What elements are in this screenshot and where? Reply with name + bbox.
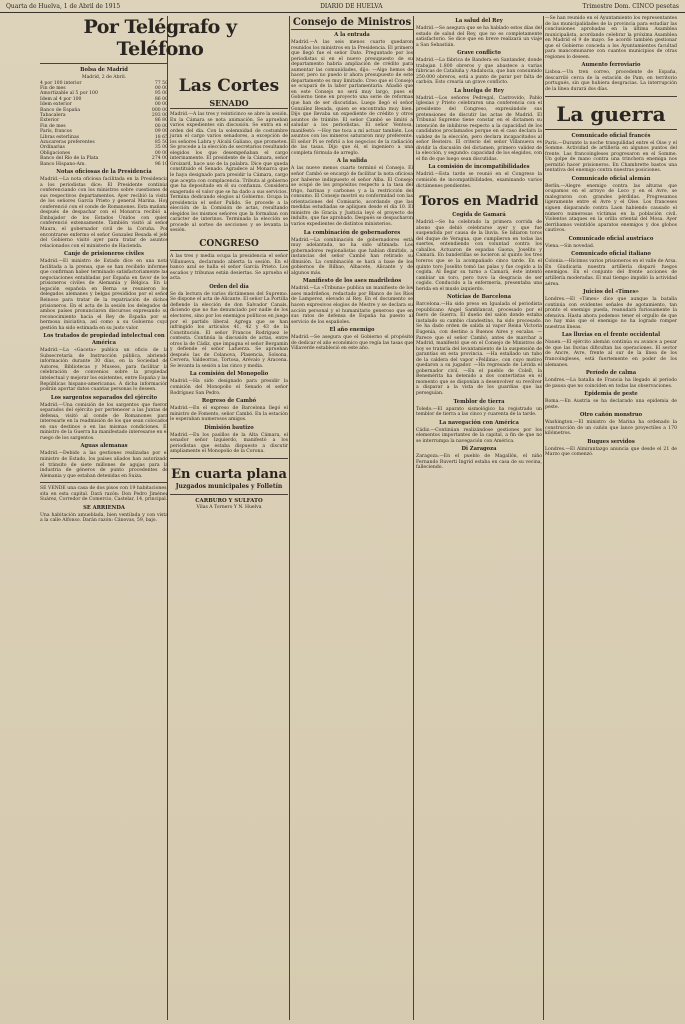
article-text: Madrid.—Se asegura que el Gobierno el propósito de dedicar el año económico que regía las tasas que Villaverde estableció en este año. xyxy=(291,335,413,352)
article-text: Madrid.—En el expreso de Barcelona llegó el ministro de Fomento, señor Cambó. En la estación le esperaban numerosos amigos. xyxy=(170,406,288,423)
bolsa-value: 00 00 xyxy=(154,102,168,108)
article-text: Madrid.—En los pasillos de la Alta Cámara, el senador señor Izquierdo, manifestó a los periodistas que estaba dispuesto a discutir ampliamente el Monopolio de la Corona. xyxy=(170,432,288,455)
classified-ad: Una habitación amueblada, bien ventilada y con vista a la calle Alfonso. Darán razón: Cánovas, 59, bajo. xyxy=(40,512,168,524)
article-heading: La navegación con América xyxy=(439,419,519,426)
article-text: Madrid.—Esta tarde se reunió en el Congreso la comisión de incompatibilidades, examinando varios dictámenes pendientes. xyxy=(416,172,542,189)
bolsa-value: 00 00 xyxy=(154,85,168,91)
cortes-heading: Las Cortes xyxy=(178,76,280,96)
article-text: Madrid.—La «Tribuna» publica un manifiesto de los ases madrileños, redactado por Blanco de los Ríos de Lamperez, elevado al Rey. En el documento se hacen expresivos elogios de Mestre y se declara su acción personal y el humanitario generoso que en sus ratos de defensa de España ha puesto al servicio de los españoles. xyxy=(291,286,413,325)
cuarta-plana-sub: Juzgados municipales y Folletín xyxy=(175,482,283,490)
article-heading: Aguas alemanas xyxy=(80,443,128,450)
ad-heading: CARBURO Y SULFATO xyxy=(195,497,263,504)
bolsa-label: Tabacalera xyxy=(40,112,66,118)
bolsa-label: Azucareras preferentes xyxy=(40,140,95,146)
article-heading: Grave conflicto xyxy=(457,50,501,57)
article-heading: Comunicado oficial austriaco xyxy=(568,235,654,242)
article-text: Madrid.—El ministro de Estado dice en una nota facilitada a la prensa, que se han recibido informes que confirman haber terminado satisfactoriamente las negociaciones entabladas por España en favor de los prisioneros civiles de Alemania y Bélgica. En la legación española en Berna se reunieron los delegados alemanes y belgas presididos por el señor Reinoso para tratar de la repatriación de dichos prisioneros. En el acta de la sesión los delegados de ambos países pronunciaron discursos expresando su reconocimiento hacia el Rey de España por su hermosa iniciativa, así como a su Gobierno cuya gestión ha sido estimada en su justo valor. xyxy=(40,259,168,331)
bolsa-label: Amortizable al 5 por 100 xyxy=(40,91,98,97)
article-text: Toledo.—El aparato sismológico ha registrado un temblor de tierra a las cinco y cuarenta de la tarde. xyxy=(416,406,542,418)
article-heading: Temblor de tierra xyxy=(453,398,505,405)
article-text: A las nueve menos cuarto terminó el Consejo. El señor Cambó se encargó de facilitar la nota oficiosa por haberse indispuesto el señor Alba. El Consejo se ocupó de los propósitos respecto a la tasa del trigo, harinas y carbones y a la restricción del consumo. El Consejo mostró su conformidad con las orientaciones del Comisario, acordando que las medidas estudiadas se apliquen desde el día 10. El ministro de Gracia y Justicia leyó el proyecto de indulto, que fue aprobado. Después se despacharon varios expedientes de distintos ministerios. xyxy=(291,166,413,227)
article-heading: Dimisión bautizo xyxy=(204,424,254,431)
bolsa-value: 00 00 xyxy=(154,123,168,129)
article-heading: Período de calma xyxy=(585,370,637,377)
consejo-heading: Consejo de Ministros xyxy=(292,17,412,28)
bolsa-value: 86 80 xyxy=(154,118,168,124)
bolsa-label: Ordinarias xyxy=(40,145,65,151)
article-text: Madrid.—La combinación de gobernadores está muy adelantada, no ha sido ultimada. Los gobernadores regionalistas que habían dimitido, a instancias del señor Cambó han retirado su dimisión. La combinación se hará a base de los gobiernos de Bilbao, Albacete, Alicante y de algunos más. xyxy=(291,237,413,276)
bolsa-label: Idem exterior xyxy=(40,102,72,108)
bolsa-value: 77 50 xyxy=(154,80,168,86)
article-text: Cádiz.—Continúan realizándose gestiones por los elementos importantes de la capital, a fin de que no se interrumpa la navegación con América. xyxy=(416,427,542,444)
article-heading: Di Zaragoza xyxy=(461,446,497,453)
article-text: Madrid.—La fábrica de Bandera en Santander, donde trabajan 1.800 obreros y que abastece a varias fábricas de Cataluña y Andalucía, que han consumido 250.000 obreros, está a punto de parar por falta de carbón. Esto crearía un grave conflicto. xyxy=(416,58,542,86)
article-heading: La combinación de gobernadores xyxy=(303,229,401,236)
bolsa-label: Idem al 4 por 100 xyxy=(40,96,82,102)
bolsa-value: 18 65 xyxy=(154,134,168,140)
article-text: Roma.—En Austria se ha declarado una epidemia de peste. xyxy=(545,399,677,410)
bolsa-value: 95 00 xyxy=(154,91,168,97)
bolsa-label: Fin de mes xyxy=(40,123,66,129)
column-3 xyxy=(291,16,413,1020)
bolsa-value: 09 00 xyxy=(154,129,168,135)
bolsa-value: 96 10 xyxy=(154,161,168,167)
bolsa-value: 00 00 xyxy=(154,150,168,156)
article-text: Madrid.—Una comisión de los sargentos que fueron separados del ejército por pertenecer a las Juntas de defensa, visitó al conde de Romanones para interesarle en la readmisión de los que sean colocados en sus destinos o en las mismas condiciones. El ministro de la Guerra ha manifestado interesarse en el ruego de los sargentos. xyxy=(40,402,168,441)
article-text: Nauen.—El ejército alemán continúa su avance a pesar de que las lluvias dificultan las operaciones. El sector de Ancre, Avre, frente al sur de la línea de los francoingleses, está fuertemente en poder de los alemanes. xyxy=(545,340,677,368)
article-heading: Los tratados de propiedad intelectual con América xyxy=(43,333,165,347)
article-heading: Buques servidos xyxy=(587,438,635,445)
article-text: Madrid.—Debido a las gestiones realizadas por el ministro de Estado, los países aliados han autorizado el tránsito de siete millones de agujas para la industria de géneros de punto procedentes de Alemania y que estaban detenidas en Suiza. xyxy=(40,451,168,479)
article-text: Madrid.—La «Gaceta» publica un oficio de la Subsecretaría de Instrucción pública, abriendo información durante 30 días, en la Sociedad de Autores, Bibliotecas y Museos, para facilitar la celebración de convenios sobre la propiedad intelectual y mejorar los existentes, entre España y las Repúblicas hispano-americanas. A dicha información podrán aportar datos cuantas personas lo deseen. xyxy=(40,348,168,393)
article-heading: Orden del día xyxy=(209,283,249,290)
article-text: Madrid.—Se ha celebrado la primera corrida de abono que debió celebrarse ayer y que fue suspendida por causa de la lluvia. Se lidiaron toros del duque de Veragua, que cumplieron en todas las suertes, entendiendo con voluntad contra los caballos. Actuaron de espadas Gaona, Joselito y Camará. En banderillas se lucieron al quinto los tres toreros que se la acompañado cinco tarde. En el quinto toro Joselito tomó las palas y fue cogido a la cogida. Al llegar su turno a Camará, éste intentó cambiar un toro, pero tuvo la desgracia de ser cogido. Conducido a la enfermería, presentaba una herida en el muslo izquierdo. xyxy=(416,220,542,292)
bolsa-value: 293 00 xyxy=(151,112,168,118)
article-text: Viena.—Sin novedad. xyxy=(545,243,595,249)
article-text: Washington.—El ministro de Marina ha ordenado la construcción de un cañón que lance proyectiles a 170 kilómetros. xyxy=(545,420,677,437)
article-text: Madrid.—A las tres y veinticinco se abre la sesión. En la Cámara se nota animación. Se aprueban varios expedientes sin discusión. Se entra en el orden del día. Con la solemnidad de costumbre juran el cargo varios senadores, a excepción de los señores Labra y Alcalá Galiano, que prometen. Se procede a la elección de secretarios resultando elegidos los que desempeñaban el cargo interinamente. El presidente de la Cámara, señor Groizard, hace uso de la palabra. Dice que queda constituido el Senado. Agradece al Monarca que le haya designado para presidir la Cámara, cargo que acepta con complacencia. Tributa al gobierno que ha depositado en él su confianza. Considera exagerado el valor que se ha dado a sus servicios. Termina dedicando elogios al Gobierno. Ocupa la presidencia el señor Pulido. Se procede a la elección de la Comisión de actas, resultando elegidos los mismos señores que la formaban con carácter de interinos. Terminada la elección se procede al sorteo de secciones y se levanta la sesión. xyxy=(170,112,288,234)
article-heading: Regreso de Cambó xyxy=(201,398,257,405)
article-heading: El año enemigo xyxy=(329,327,375,334)
page-header xyxy=(0,0,685,13)
header-subscription: Trimestre Dom. CINCO pesetas xyxy=(582,2,679,10)
article-heading: Epidemia de peste xyxy=(584,391,638,398)
article-heading: A la salida xyxy=(336,158,368,165)
article-heading: Comunicado oficial alemán xyxy=(571,175,651,182)
article-text: Madrid.—Los señores Pedregal, Castrovido, Pablo Iglesias y Prieto celebraron una conferencia con el presidente del Congreso, expresándole sus pretensiones de discutir las actas de Madrid. El Tribunal Supremo tiene constar en el dictamen su intención de inhibirse respecto a la capacidad de los candidatos proclamados porque en el caso declara la validez de la elección, pero declara incapacitados al señor Besteiro. El criterio del señor Villanueva es dividir la discusión del dictamen, primero validez de la elección, y segundo: capacidad de los elegidos, con el fin de que luego sean discutidas. xyxy=(416,95,542,162)
article-heading: Las lluvias en el frente occidental xyxy=(561,332,661,339)
article-heading: Aumento ferroviario xyxy=(581,62,641,69)
bolsa-label: París, francos xyxy=(40,129,72,135)
article-heading: Los sargentos separados del ejército xyxy=(50,394,158,401)
article-heading: Manifiesto de los ases madrileños xyxy=(302,278,402,285)
article-text: Barcelona.—Ha sido preso en Igualada el periodista republicano Angel Samblancat, procesado por el fuero de Guerra. El dueño del salón donde estaba instalado su cambio clandestino, ha sido procesado. Se ha dado orden de salida al vapor Reina Victoria Eugenia, con destino a Buenos Aires y escalas. —Parece que el señor Cambó, antes de marchar a Madrid, manifestó que en el Consejo de Ministros de hoy se trataría del levantamiento de la suspensión de garantías en esta provincia. —Ha estallado un tubo de la caldera del vapor «Pelilina», con cuyo motivo quedaron a su jugador. —Ha regresado de Lérida el gobernador civil. —En el pueblo de Colell, la Benemérita ha detenido a dos contertistas en el momento que se disponían a desenvolver su revólver a disparar a la vista de los guardias que las perseguían. xyxy=(416,302,542,396)
column-rule xyxy=(543,16,544,1020)
bolsa-value: 274 00 xyxy=(151,156,168,162)
bolsa-row xyxy=(40,162,168,167)
bolsa-heading: Bolsa de Madrid xyxy=(80,67,128,73)
article-heading: Comunicado oficial francés xyxy=(571,132,651,139)
article-heading: Otro cañón monstruo xyxy=(579,412,643,419)
article-heading: La comisión de incompatibilidades xyxy=(428,164,530,171)
article-text: Madrid.—La nota oficiosa facilitada en la Presidencia a los periodistas dice: El Presidente continúa conferenciando con los ministros sobre cuestiones de sus respectivos departamentos. Ayer recibió la visita de los señores García Prieto y general Marina. Hoy conferenció con el conde de Romanones. Esta mañana después de despachar con el Monarca recibió al Embajador de los Estados Unidos con quien conferenció extensamente. También visitó al señor Maura, el gobernador civil de la Coruña. Por encontrarse enfermo el señor Gonzalez Besada el jefe del Gobierno visitó ayer para tratar de asuntos relacionados con el ministerio de Hacienda. xyxy=(40,177,168,249)
article-text: Madrid.—Se asegura que se ha hablado estos días del estado de salud del Rey, que no es completamente satisfactorio. Se dice que en breve realizará un viaje a San Sebastián. xyxy=(416,26,542,48)
bolsa-date: Madrid, 2 de Abril. xyxy=(81,75,127,80)
bolsa-value: 000 00 xyxy=(151,107,168,113)
senado-heading: SENADO xyxy=(170,98,288,109)
column-rule xyxy=(289,16,290,1020)
article-text: A las tres y media ocupa la presidencia el señor Villanueva, declarando abierta la sesión. En el banco azul se halla el señor García Prieto. Los escaños y tribunas están desiertas. Se aprueba el acta. xyxy=(170,254,288,282)
column-rule xyxy=(413,16,414,1020)
article-heading: Juicios del «Times» xyxy=(583,289,639,296)
guerra-heading: La guerra xyxy=(556,101,666,126)
article-text: Zaragoza.—En el pueblo de Magallón, el niño Fernando Ruverti Ingrid estaba en casa de su vecina, falleciendo. xyxy=(416,454,542,471)
article-heading: Notas oficiosas de la Presidencia xyxy=(56,169,152,176)
congreso-heading: CONGRESO xyxy=(170,238,288,251)
bolsa-table xyxy=(40,81,168,168)
classified-ad: SE VENDE una casa de dos pisos con 19 habitaciones; sita en esta capital. Dará razón: Don Pedro Jiménez Suárez, Corredor de Comercio, Castelar, 14, principal. xyxy=(40,486,168,503)
article-text: Madrid.—Ha sido designado para presidir la comisión del Monopolio el Senado el señor Rodríguez San Pedro. xyxy=(170,379,288,396)
bolsa-label: Obligaciones xyxy=(40,150,71,156)
bolsa-label: Banco de España xyxy=(40,107,81,113)
main-headline: Por Telégrafo y Teléfono xyxy=(83,16,237,60)
article-heading: A la entrada xyxy=(334,32,370,38)
article-heading: Canje de prisioneros civiles xyxy=(64,251,144,258)
column-4 xyxy=(416,16,542,1020)
article-heading: La salud del Rey xyxy=(455,18,503,24)
bolsa-value: 35 00 xyxy=(154,145,168,151)
article-text: Berlín.—Alegre enemigo contra las alturas que ocupamos en el arroyo de Loco y en el Avre, se malograron con grandes pérdidas. Progresamos ligeramente entre el Avre y el Oise. Los franceses siguen disparando contra Laon habiendo causado el número numerosas víctimas en la población civil. Violentos ataques en la orilla oriental del Mosa. Ayer derribamos veintidós aparatos enemigos y dos globos cautivos. xyxy=(545,183,677,234)
bolsa-label: Fin de mes xyxy=(40,85,66,91)
ad-text: Vilas A Tornero Y N. Huelva xyxy=(196,504,262,510)
article-text: Madrid.—A las seis menos cuarto quedaron reunidos los ministros en la Presidencia. El primero que llegó fue el señor Dato. Preguntado por los periodistas si en el nuevo presupuesto de su departamento habría ampliación de crédito para aumentar las comunidades, dijo: —Algo hemos de hacer, pero no puedo ir ahora presupuesto de este departamento es muy limitado. Creo que el Consejo se ocupará de la labor parlamentaria. Añadió que en este Consejo no será muy largo, pues el Gobierno tiene en proyecto una serie de reformas que han de ser discutidas. Luego llegó el señor González Besada, quien se encontraba muy bien. Dijo que llevaba un expediente de crédito y otros asuntos de trámite. El señor Cambó se limitó a saludar a los periodistas. El señor Ventosa, manifestó: —Hoy me toca a mí actuar también. Los asuntos con los mineros saturaron muy preferente. El señor Pi se refirió a los negocios de la radiación de las tasas. Dijo que él, el ingeniero a una completa fórmula de arreglo. xyxy=(291,40,413,156)
article-heading: Noticias de Barcelona xyxy=(446,294,512,301)
bolsa-label: Banco Hispano-Am. xyxy=(40,161,86,167)
article-text: Londres.—El «Times» dice que aunque la batalla continúa con evidentes señales de agotamiento, tan pronto el enemigo pueda, reanudará furiosamente la ofensiva. Hasta ahora podemos tener el orgullo de que no hay más que el enemigo no ha logrado romper nuestras líneas. xyxy=(545,297,677,330)
bolsa-label: 4 por 100 interior xyxy=(40,80,82,86)
article-text: París.—Durante la noche tranquilidad entre el Oise y el Somme. Actividad de artillería en algunos puntos del frente. Las francoingleses progresaron en el Somme. Un golpe de mano contra una trinchera enemiga nos permitió hacer prisioneros. En Chambrette bastos una tentativa del enemigo contra nuestras posiciones. xyxy=(545,140,677,174)
header-masthead: DIARIO DE HUELVA xyxy=(320,2,383,10)
classified-heading: SE ARRIENDA xyxy=(83,504,125,511)
article-text: Lisboa.—Un tren correo, procedente de España, descarriló cerca de la estación de Pam, en territorio portugués, sin que hubiera desgracias. La interrupción de la línea durará dos días. xyxy=(545,70,677,93)
bolsa-label: Exterior xyxy=(40,118,60,124)
article-text: Londres.—El Almirantazgo anuncia que desde el 21 de Marzo que comenzó. xyxy=(545,446,677,458)
article-text: —Se han reunido en el Ayuntamiento los representantes de las municipalidades de la provincia para estudiar las conclusiones aprobadas en la última Asamblea municipalista, acordando celebrar la próxima Asamblea en Madrid el 9 de mayo. Se acordó también gestionar que el Gobierno conceda a los Ayuntamientos facultad para mancomunarse con cuantos municipios de otras regiones lo deseen. xyxy=(545,16,677,60)
bolsa-value: 86 00 xyxy=(154,96,168,102)
toros-heading: Toros en Madrid xyxy=(419,194,539,210)
article-heading: La comisión del Monopolio xyxy=(189,371,269,378)
article-text: Se da lectura de varios dictámenes del Supremo. Se dispone el acta de Alicante. El señor La Portilla defiende la elección de don Salvador Canals, diciendo que no fue denunciado por nadie de los electores, sino por los enemigos políticos en juego por el partido liberal. Agrega que se han infringido los artículos 41, 42 y 43 de la Constitución. El señor Francos Rodríguez le contesta. Continúa la discusión de actas, entre otros la de Cádiz, que impugna el señor Bergamín y defiende el señor Lafuerza. Se aprueban después las de Celanova, Plasencia, Solsona, Cervera, Valdeorras, Tortosa, Arévalo y Aracena. Se levanta la sesión a las cinco y media. xyxy=(170,291,288,369)
article-text: Londres.—La batalla de Francia ha llegado al período de pausa que no coinciden en todas las observaciones. xyxy=(545,378,677,389)
cuarta-plana-heading: En cuarta plana xyxy=(171,466,287,482)
bolsa-value: 85 50 xyxy=(154,140,168,146)
article-heading: Comunicado oficial italiano xyxy=(571,251,651,258)
column-5 xyxy=(545,16,677,1020)
bolsa-label: Libras esterlinas xyxy=(40,134,80,140)
article-heading: La huelga de Rey xyxy=(454,87,504,94)
column-2 xyxy=(170,70,288,1020)
article-heading: Cogida de Gamará xyxy=(452,212,506,219)
header-date: Quarta de Huelva, 1 de Abril de 1915 xyxy=(6,2,121,10)
bolsa-label: Banco del Río de la Plata xyxy=(40,156,99,162)
article-text: Colonia.—Hicimos varios prisioneros en el valle de Arsa. En Giudicaria nuestra artillería disparó fuegos enemigos. En el conjunto del frente acciones de artillería moderadas. El mal tiempo impidió la actividad aérea. xyxy=(545,259,677,287)
